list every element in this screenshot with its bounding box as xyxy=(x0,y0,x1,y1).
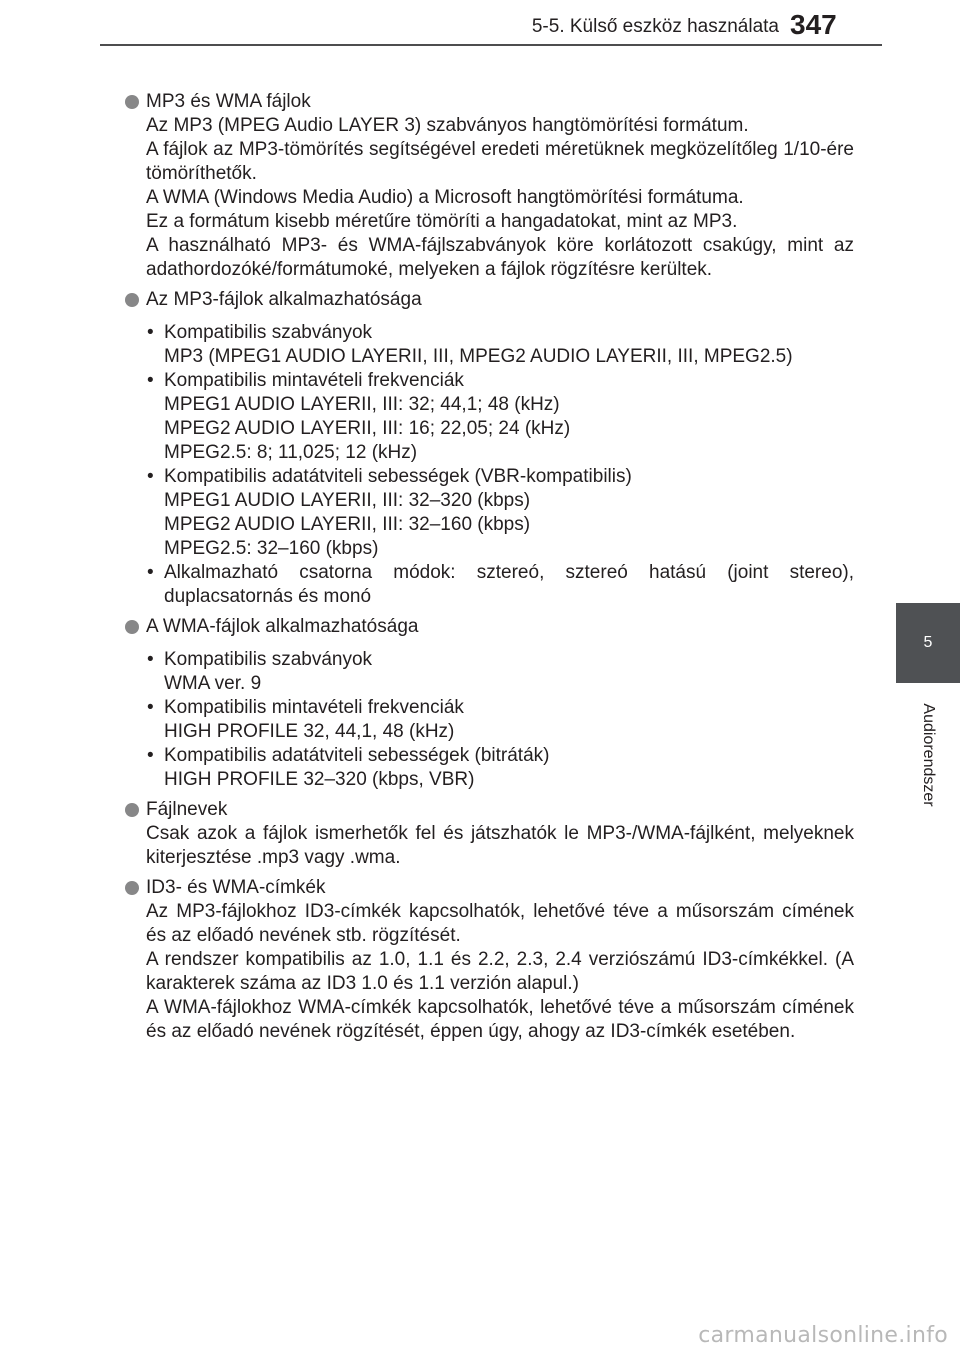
list-bullet-icon: • xyxy=(147,562,154,583)
list-item-title: Kompatibilis szabványok xyxy=(164,322,373,343)
list-item-title: Kompatibilis mintavételi frekvenciák xyxy=(164,370,464,391)
section-heading: MP3 és WMA fájlok xyxy=(146,91,311,112)
header-section-title: 5-5. Külső eszköz használata xyxy=(531,16,779,37)
chapter-label: Audiorendszer xyxy=(920,703,937,807)
list-bullet-icon: • xyxy=(147,697,154,718)
list-bullet-icon: • xyxy=(147,370,154,391)
list-item-line: MPEG2 AUDIO LAYERII, III: 16; 22,05; 24 (kHz) xyxy=(164,418,571,439)
section-heading: A WMA-fájlok alkalmazhatósága xyxy=(146,616,419,637)
list-item xyxy=(146,321,854,369)
list-item-line: WMA ver. 9 xyxy=(164,673,262,694)
page-number: 347 xyxy=(790,9,837,40)
paragraph: Csak azok a fájlok ismerhetők fel és játszhatók le MP3-/WMA-fájlként, melyeknek kiterjesztése .mp3 vagy .wma. xyxy=(146,823,854,868)
list-item-line: HIGH PROFILE 32–320 (kbps, VBR) xyxy=(164,769,475,790)
list-item-title: Kompatibilis szabványok xyxy=(164,649,373,670)
list-item-title: Alkalmazható csatorna módok: sztereó, sztereó hatású (joint stereo), duplacsatornás és monó xyxy=(164,562,854,607)
bullet-list xyxy=(146,648,854,792)
section xyxy=(124,615,854,792)
section xyxy=(124,90,854,282)
list-item-title: Kompatibilis adatátviteli sebességek (VBR-kompatibilis) xyxy=(164,466,632,487)
list-item-line: MPEG2.5: 8; 11,025; 12 (kHz) xyxy=(164,442,418,463)
section-heading: ID3- és WMA-címkék xyxy=(146,877,326,898)
section-bullet-icon xyxy=(125,803,139,817)
chapter-number: 5 xyxy=(923,634,933,651)
list-item xyxy=(146,369,854,465)
paragraph: A rendszer kompatibilis az 1.0, 1.1 és 2.2, 2.3, 2.4 verziószámú ID3-címkékkel. (A karakterek száma az ID3 1.0 és 1.1 verzión alapul.) xyxy=(146,949,854,994)
section-bullet-icon xyxy=(125,881,139,895)
list-item-line: MPEG1 AUDIO LAYERII, III: 32–320 (kbps) xyxy=(164,490,531,511)
paragraph: A használható MP3- és WMA-fájlszabványok köre korlátozott csakúgy, mint az adathordozóké/formátumoké, melyeken a fájlok rögzítésre kerültek. xyxy=(146,235,854,280)
list-item-line: HIGH PROFILE 32, 44,1, 48 (kHz) xyxy=(164,721,455,742)
paragraph: A fájlok az MP3-tömörítés segítségével eredeti méretüknek megközelítőleg 1/10-ére tömöríthetők. xyxy=(146,139,854,184)
list-bullet-icon: • xyxy=(147,322,154,343)
paragraph: Az MP3-fájlokhoz ID3-címkék kapcsolhatók, lehetővé téve a műsorszám címének és az előadó nevének stb. rögzítését. xyxy=(146,901,854,946)
list-item xyxy=(146,744,854,792)
section-bullet-icon xyxy=(125,95,139,109)
watermark: carmanualsonline.info xyxy=(698,1323,948,1348)
list-item xyxy=(146,648,854,696)
paragraph: A WMA-fájlokhoz WMA-címkék kapcsolhatók, lehetővé téve a műsorszám címének és az előadó nevének rögzítését, éppen úgy, ahogy az ID3-címkék esetében. xyxy=(146,997,854,1042)
list-item-line: MPEG2 AUDIO LAYERII, III: 32–160 (kbps) xyxy=(164,514,531,535)
list-item-line: MP3 (MPEG1 AUDIO LAYERII, III, MPEG2 AUDIO LAYERII, III, MPEG2.5) xyxy=(164,346,793,367)
list-bullet-icon: • xyxy=(147,745,154,766)
section-heading: Az MP3-fájlok alkalmazhatósága xyxy=(146,289,422,310)
list-item-line: MPEG2.5: 32–160 (kbps) xyxy=(164,538,379,559)
list-item-line: MPEG1 AUDIO LAYERII, III: 32; 44,1; 48 (kHz) xyxy=(164,394,560,415)
section-bullet-icon xyxy=(125,293,139,307)
list-bullet-icon: • xyxy=(147,649,154,670)
section xyxy=(124,876,854,1044)
header-divider xyxy=(100,44,882,46)
section xyxy=(124,798,854,870)
list-item-title: Kompatibilis mintavételi frekvenciák xyxy=(164,697,464,718)
list-bullet-icon: • xyxy=(147,466,154,487)
paragraph: A WMA (Windows Media Audio) a Microsoft hangtömörítési formátuma. xyxy=(146,187,744,208)
chapter-tab xyxy=(896,603,960,683)
main-content xyxy=(124,90,854,1050)
list-item xyxy=(146,561,854,609)
list-item xyxy=(146,465,854,561)
paragraph: Az MP3 (MPEG Audio LAYER 3) szabványos hangtömörítési formátum. xyxy=(146,115,749,136)
bullet-list xyxy=(146,321,854,609)
list-item-title: Kompatibilis adatátviteli sebességek (bitráták) xyxy=(164,745,550,766)
section-heading: Fájlnevek xyxy=(146,799,228,820)
section-bullet-icon xyxy=(125,620,139,634)
paragraph: Ez a formátum kisebb méretűre tömöríti a hangadatokat, mint az MP3. xyxy=(146,211,738,232)
section xyxy=(124,288,854,609)
list-item xyxy=(146,696,854,744)
